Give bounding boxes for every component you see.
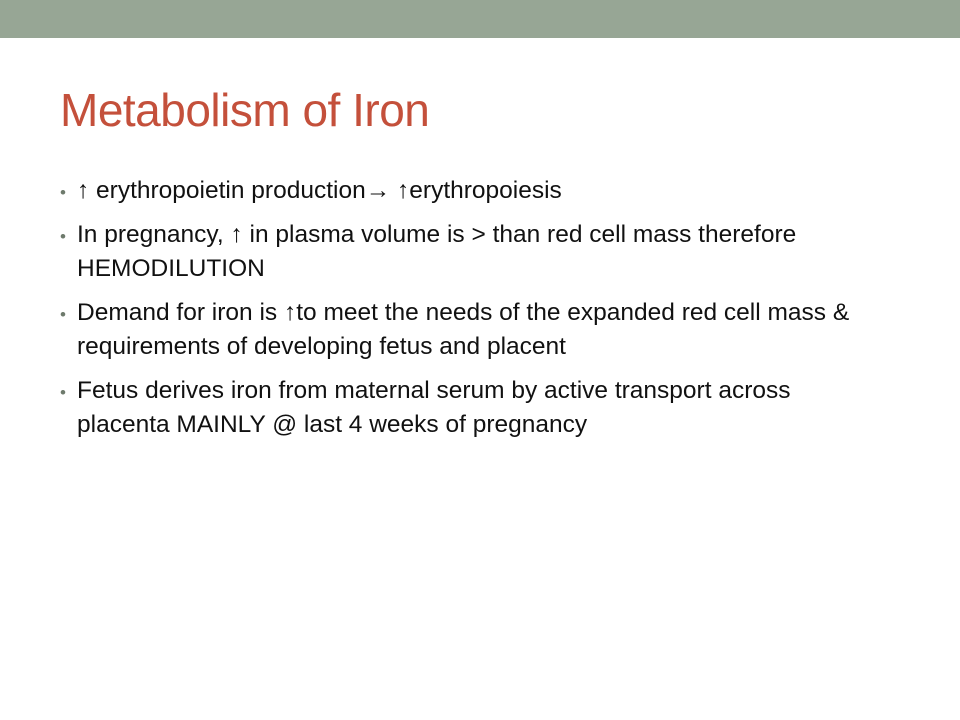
bullet-item [60, 174, 870, 208]
bullet-item [60, 374, 870, 442]
bullet-text: Demand for iron is ↑to meet the needs of the expanded red cell mass & requirements of developing fetus and placent [77, 299, 850, 360]
bullet-text: ↑ erythropoietin production→ ↑erythropoiesis [77, 177, 562, 204]
top-accent-bar [0, 0, 960, 38]
bullet-item [60, 296, 870, 364]
bullet-text: Fetus derives iron from maternal serum by active transport across placenta MAINLY @ last 4 weeks of pregnancy [77, 377, 791, 438]
bullet-text: In pregnancy, ↑ in plasma volume is > than red cell mass therefore HEMODILUTION [77, 221, 797, 282]
bullet-item [60, 218, 870, 286]
bullet-dot-icon: • [60, 305, 66, 324]
bullet-dot-icon: • [60, 383, 66, 402]
slide-title: Metabolism of Iron [60, 84, 430, 136]
bullet-dot-icon: • [60, 183, 66, 202]
bullet-dot-icon: • [60, 227, 66, 246]
bullet-list [60, 174, 870, 452]
